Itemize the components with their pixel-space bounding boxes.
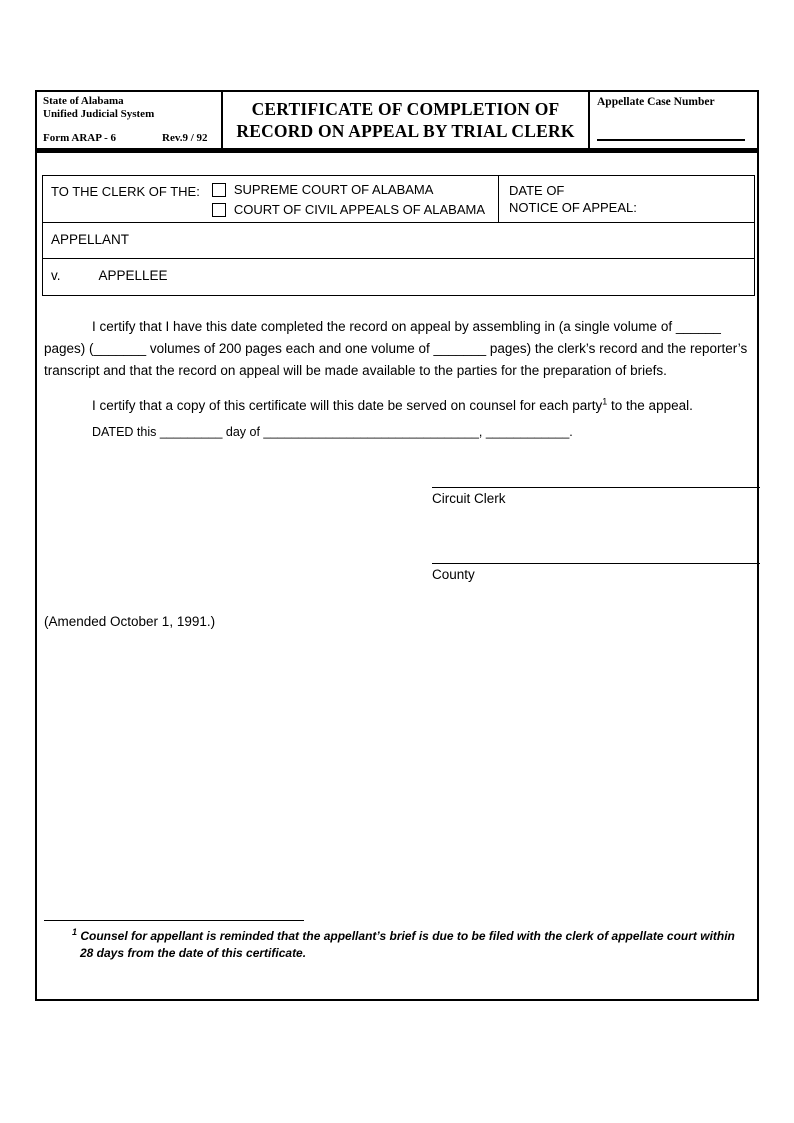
certify-paragraph: I certify that I have this date completed the record on appeal by assembling in (a single volume of ______ pages) (_______ volumes of 200 pages each and one volume of _______ pages) the clerk’s record and the reporter’s transcript and that the record on appeal will be made available to the parties for the preparation of briefs. xyxy=(44,319,748,378)
case-number-label: Appellate Case Number xyxy=(597,96,715,108)
appellant-label: APPELLANT xyxy=(51,232,130,247)
form-title-line1: CERTIFICATE OF COMPLETION OF xyxy=(251,99,560,119)
footnote-text: Counsel for appellant is reminded that the appellant’s brief is due to be filed with the clerk of appellate court within 28 days from the date of this certificate. xyxy=(77,929,735,960)
judicial-system-name: Unified Judicial System xyxy=(43,108,155,120)
certificate-body xyxy=(44,316,755,443)
option-supreme-court xyxy=(212,182,485,197)
civil-appeals-label: COURT OF CIVIL APPEALS OF ALABAMA xyxy=(233,202,485,217)
footnote xyxy=(72,928,744,961)
notice-date-cell xyxy=(499,176,754,222)
to-clerk-label: TO THE CLERK OF THE: xyxy=(51,184,200,199)
option-civil-appeals xyxy=(212,202,485,217)
form-revision: Rev.9 / 92 xyxy=(162,132,208,144)
serve-paragraph-tail: to the appeal. xyxy=(607,398,693,413)
court-options xyxy=(212,182,485,217)
county-label: County xyxy=(432,567,475,582)
appellee-row xyxy=(43,259,754,295)
form-number: Form ARAP - 6 xyxy=(43,132,117,144)
state-name: State of Alabama xyxy=(43,95,124,107)
form-header xyxy=(37,92,757,153)
supreme-court-label: SUPREME COURT OF ALABAMA xyxy=(233,182,434,197)
court-parties-table xyxy=(42,175,755,296)
clerk-options-cell xyxy=(43,176,499,222)
notice-of-appeal-label: NOTICE OF APPEAL: xyxy=(509,200,637,215)
header-agency-box xyxy=(37,92,223,148)
circuit-clerk-signature-line xyxy=(432,487,760,506)
civil-appeals-checkbox[interactable] xyxy=(212,203,226,217)
serve-paragraph-text: I certify that a copy of this certificate will this date be served on counsel for each party xyxy=(92,398,603,413)
versus-label: v. xyxy=(51,268,61,283)
form-title-box xyxy=(223,92,590,148)
appellant-row xyxy=(43,223,754,259)
date-of-label: DATE OF xyxy=(509,183,565,198)
form-title-line2: RECORD ON APPEAL BY TRIAL CLERK xyxy=(236,121,575,141)
amended-note: (Amended October 1, 1991.) xyxy=(44,614,216,629)
case-number-blank-line xyxy=(597,139,745,141)
footnote-divider xyxy=(44,920,304,921)
form-frame xyxy=(35,90,759,1001)
footnote-number: 1 xyxy=(72,927,78,937)
clerk-row xyxy=(43,176,754,223)
supreme-court-checkbox[interactable] xyxy=(212,183,226,197)
footnote-reference: 1 xyxy=(602,396,608,407)
dated-line: DATED this _________ day of _______________________________, ____________. xyxy=(92,425,573,439)
serve-paragraph xyxy=(44,395,755,417)
appellee-label: APPELLEE xyxy=(98,268,168,283)
form-number-row xyxy=(43,132,215,145)
county-signature-line xyxy=(432,563,760,582)
case-number-box xyxy=(590,92,757,148)
circuit-clerk-label: Circuit Clerk xyxy=(432,491,506,506)
